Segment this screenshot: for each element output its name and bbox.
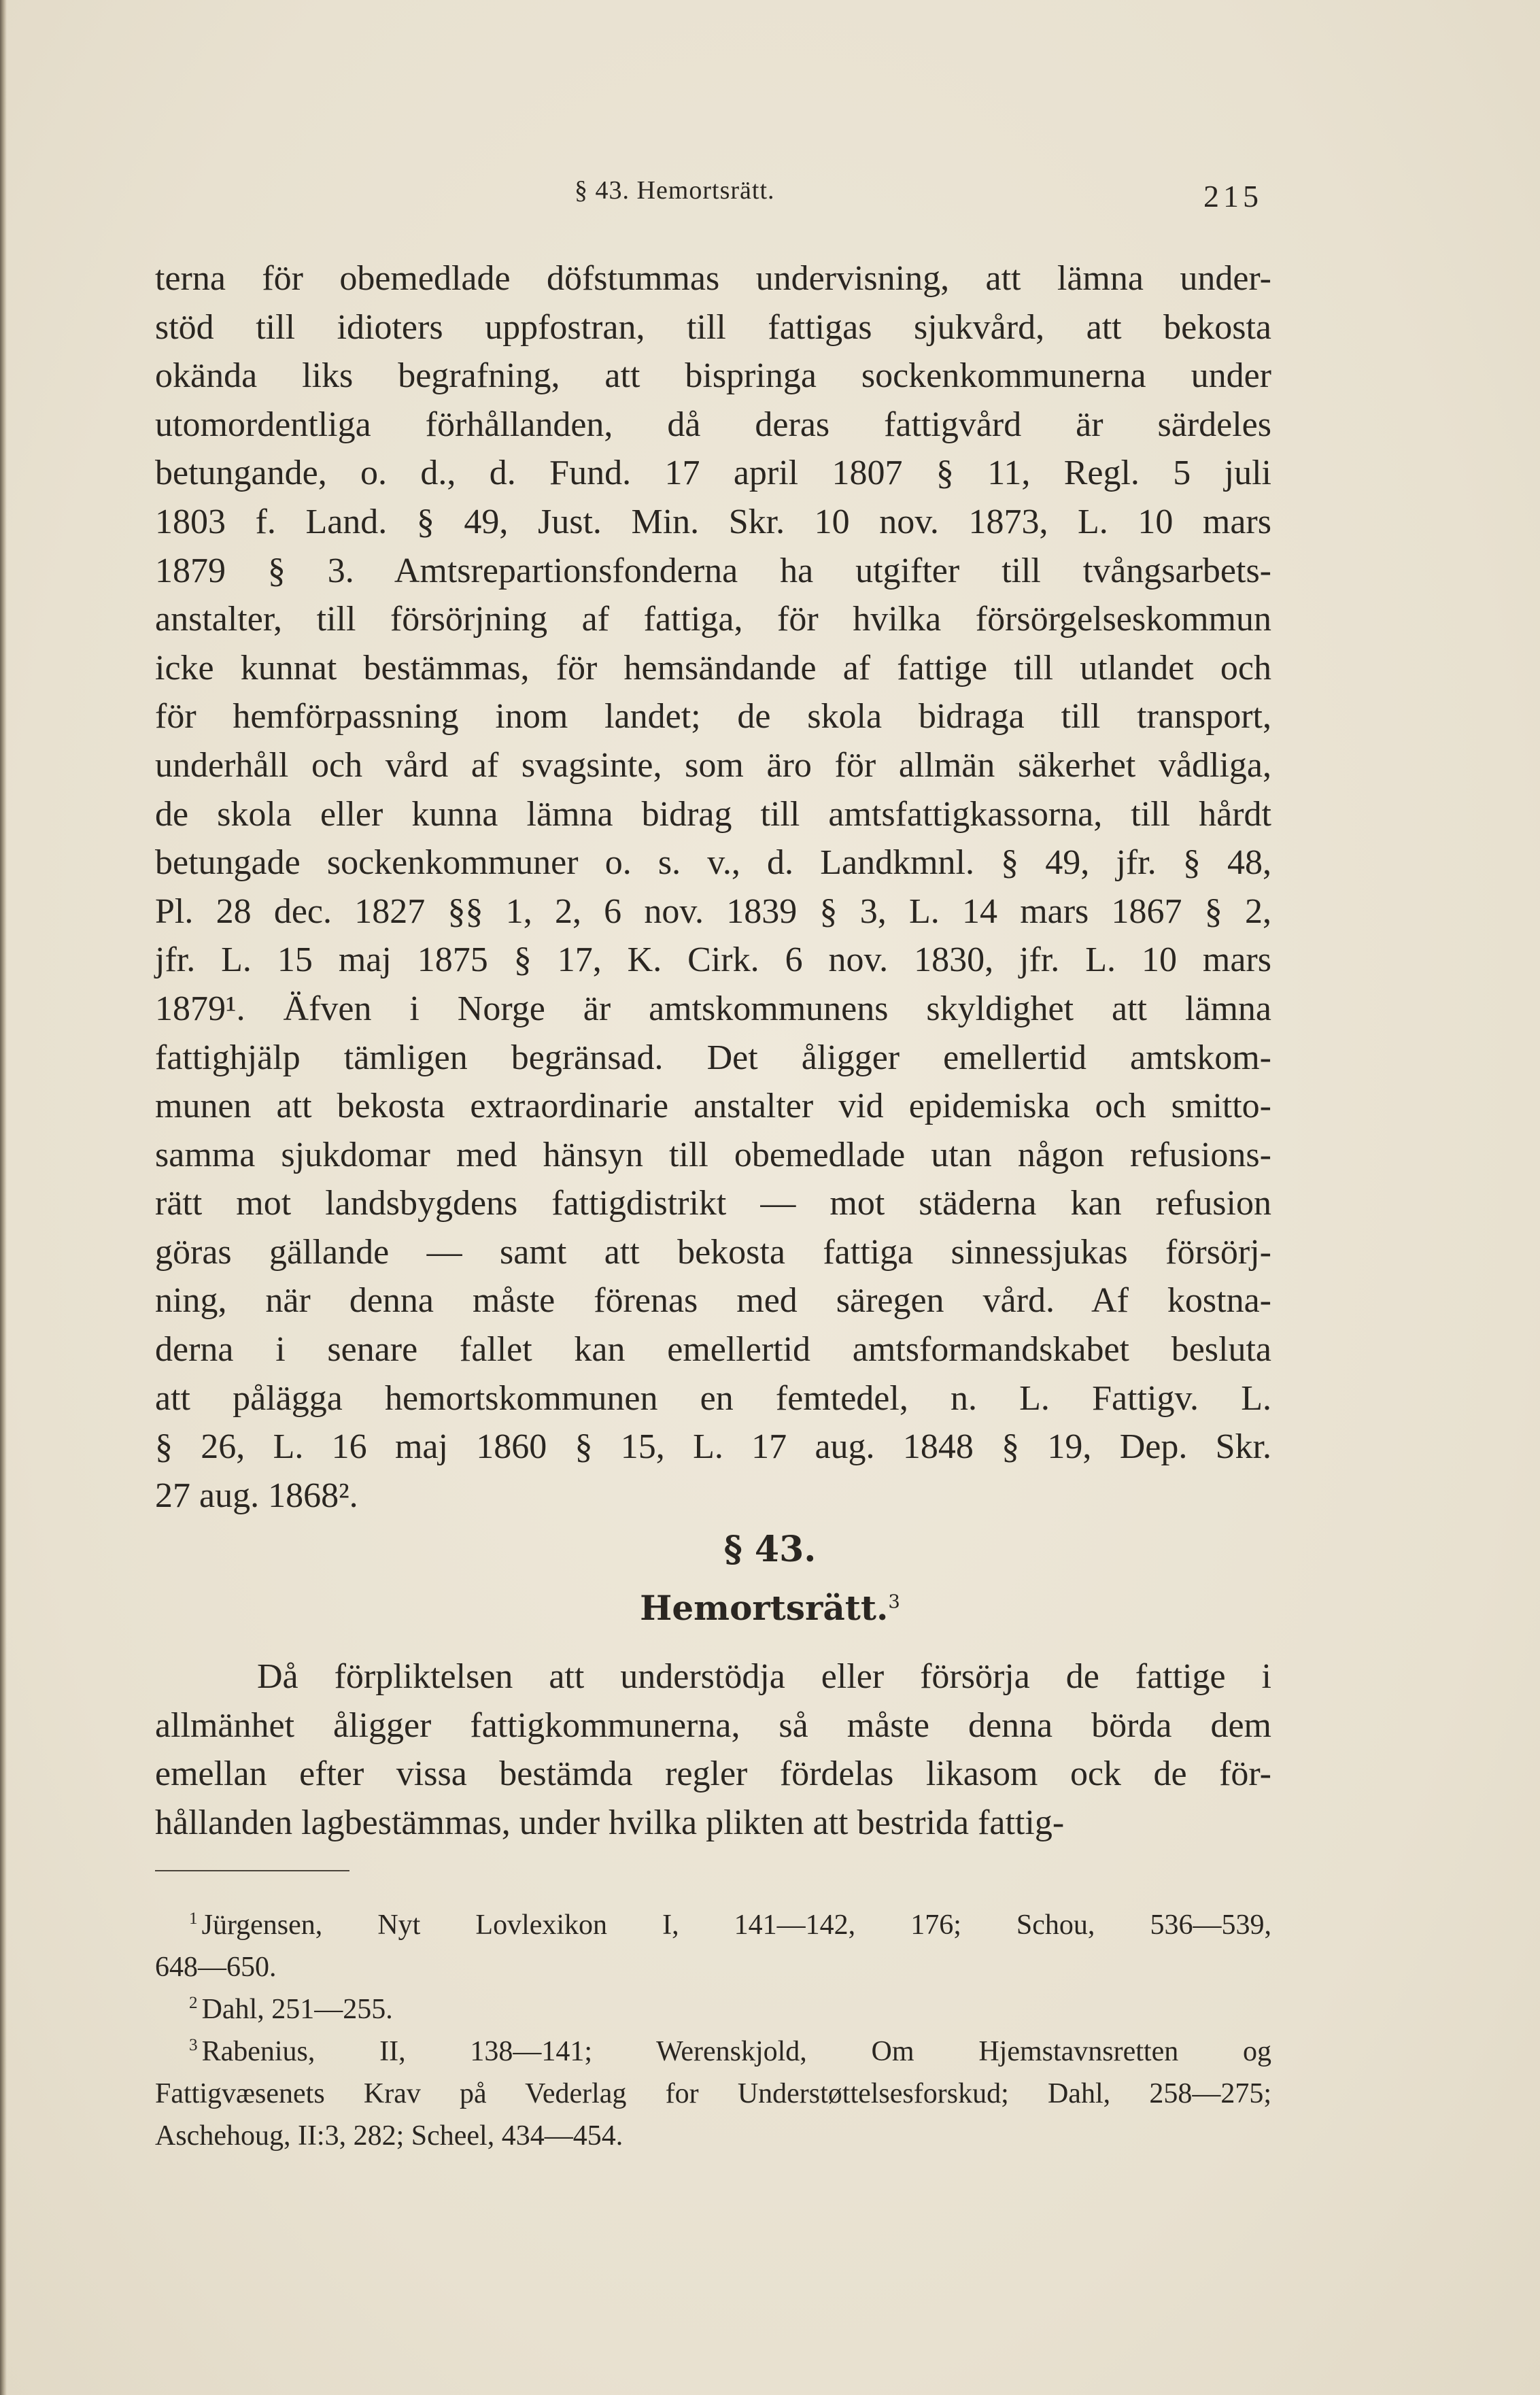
paragraph1-line: ning, när denna måste förenas med säregen vård. Af kostna- [155, 1281, 1271, 1321]
paragraph2-line: Då förpliktelsen att understödja eller försörja de fattige i [257, 1657, 1271, 1696]
footnote-1-line [155, 1946, 1271, 1988]
footnote-text: 648—650. [155, 1952, 277, 1983]
paragraph1-line: betungade sockenkommuner o. s. v., d. Landkmnl. § 49, jfr. § 48, [155, 843, 1271, 883]
paragraph1-line: 1879 § 3. Amtsrepartionsfonderna ha utgifter till tvångsarbets- [155, 551, 1271, 590]
footnote-text: Jürgensen, Nyt Lovlexikon I, 141—142, 176; Schou, 536—539, [201, 1909, 1271, 1941]
footnote-rule [155, 1870, 349, 1871]
paragraph-2 [155, 1652, 1271, 1847]
paragraph1-line: göras gällande — samt att bekosta fattiga sinnessjukas försörj- [155, 1232, 1271, 1272]
paragraph1-line: 1879¹. Äfven i Norge är amtskommunens skyldighet att lämna [155, 989, 1271, 1028]
footnote-3-line [155, 2073, 1271, 2115]
footnotes [155, 1904, 1271, 2157]
paragraph1-line: § 26, L. 16 maj 1860 § 15, L. 17 aug. 1848 § 19, Dep. Skr. [155, 1427, 1271, 1467]
paragraph1-line: okända liks begrafning, att bispringa sockenkommunerna under [155, 356, 1271, 396]
paragraph-1 [155, 254, 1271, 1520]
footnote-text: Aschehoug, II:3, 282; Scheel, 434—454. [155, 2120, 623, 2152]
paragraph1-line: för hemförpassning inom landet; de skola bidraga till transport, [155, 697, 1271, 736]
paragraph1-line: munen att bekosta extraordinarie anstalter vid epidemiska och smitto- [155, 1087, 1271, 1126]
paragraph1-line: terna för obemedlade döfstummas undervisning, att lämna under- [155, 259, 1271, 298]
paragraph1-line: anstalter, till försörjning af fattiga, för hvilka försörgelseskommun [155, 600, 1271, 639]
paragraph1-line: Pl. 28 dec. 1827 §§ 1, 2, 6 nov. 1839 § 3, L. 14 mars 1867 § 2, [155, 891, 1271, 931]
paragraph1-line: att pålägga hemortskommunen en femtedel, n. L. Fattigv. L. [155, 1378, 1271, 1418]
paragraph1-line: stöd till idioters uppfostran, till fattigas sjukvård, att bekosta [155, 307, 1271, 347]
binding-edge [0, 0, 7, 2395]
paragraph1-line: fattighjälp tämligen begränsad. Det åligger emellertid amtskom- [155, 1038, 1271, 1077]
paragraph2-line: hållanden lagbestämmas, under hvilka plikten att bestrida fattig- [155, 1803, 1065, 1842]
footnote-marker: 2 [189, 1994, 198, 2012]
paragraph2-line: emellan efter vissa bestämda regler fördelas likasom ock de för- [155, 1754, 1271, 1794]
footnote-marker: 1 [189, 1909, 198, 1928]
footnote-3-line [155, 2115, 1271, 2157]
paragraph1-line: derna i senare fallet kan emellertid amtsformandskabet besluta [155, 1330, 1271, 1370]
paragraph1-line: 1803 f. Land. § 49, Just. Min. Skr. 10 nov. 1873, L. 10 mars [155, 502, 1271, 541]
paragraph1-line: samma sjukdomar med hänsyn till obemedlade utan någon refusions- [155, 1135, 1271, 1174]
paragraph1-line: utomordentliga förhållanden, då deras fattigvård är särdeles [155, 405, 1271, 444]
footnote-text: Fattigvæsenets Krav på Vederlag for Understøttelsesforskud; Dahl, 258—275; [155, 2078, 1271, 2109]
footnote-text: Dahl, 251—255. [201, 1994, 393, 2025]
running-head: § 43. Hemortsrätt. [575, 176, 775, 205]
footnote-1-line [155, 1904, 1271, 1946]
paragraph1-line: betungande, o. d., d. Fund. 17 april 1807 § 11, Regl. 5 juli [155, 454, 1271, 493]
page-number: 215 [1203, 179, 1263, 214]
paragraph1-line: jfr. L. 15 maj 1875 § 17, K. Cirk. 6 nov. 1830, jfr. L. 10 mars [155, 940, 1271, 980]
section-number: § 43. [723, 1529, 817, 1570]
paragraph1-line: rätt mot landsbygdens fattigdistrikt — mot städerna kan refusion [155, 1184, 1271, 1223]
footnote-3-line [155, 2031, 1271, 2073]
paragraph1-line: de skola eller kunna lämna bidrag till amtsfattigkassorna, till hårdt [155, 794, 1271, 834]
footnote-text: Rabenius, II, 138—141; Werenskjold, Om Hjemstavnsretten og [201, 2036, 1271, 2067]
paragraph1-line: 27 aug. 1868². [155, 1476, 358, 1515]
section-title-note-marker: 3 [888, 1591, 900, 1613]
paragraph1-line: underhåll och vård af svagsinte, som äro för allmän säkerhet vådliga, [155, 745, 1271, 785]
footnote-marker: 3 [189, 2036, 198, 2054]
section-title-text: Hemortsrätt. [640, 1588, 889, 1628]
paragraph1-line: icke kunnat bestämmas, för hemsändande af fattige till utlandet och [155, 648, 1271, 687]
footnote-2-line [155, 1988, 1271, 2031]
paragraph2-line: allmänhet åligger fattigkommunerna, så måste denna börda dem [155, 1705, 1271, 1745]
section-title [0, 1588, 1540, 1628]
